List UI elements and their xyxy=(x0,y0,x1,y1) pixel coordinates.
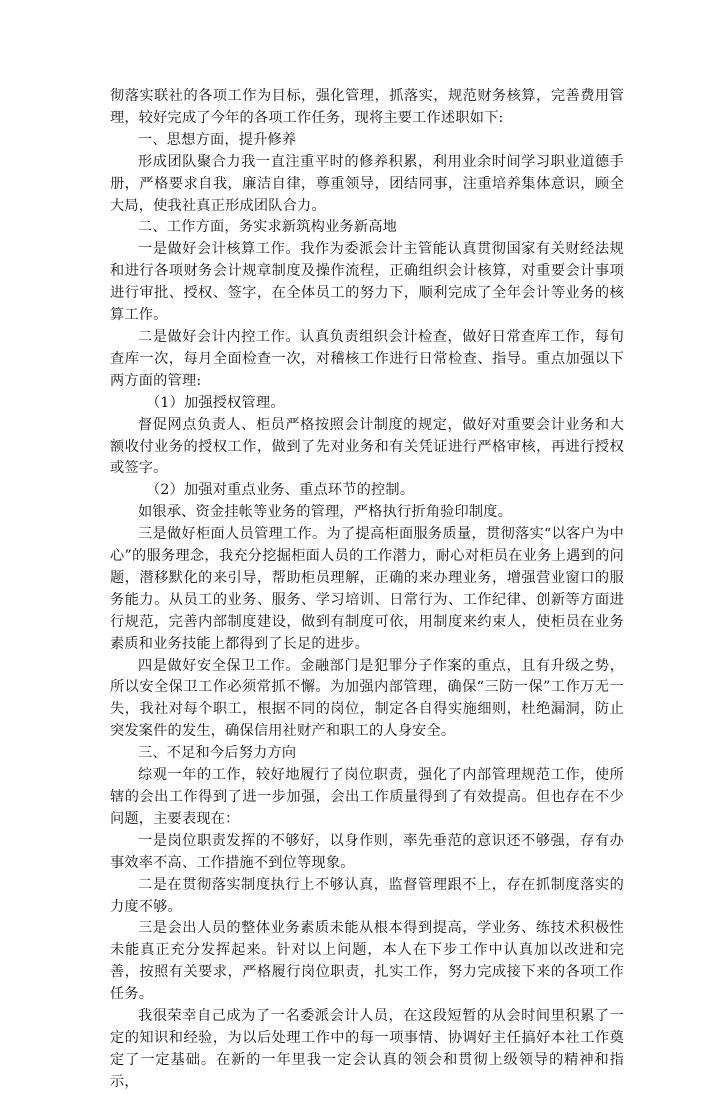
paragraph-3: 二是做好会计内控工作。认真负责组织会计检查，做好日常查库工作，每旬查库一次，每月全面检查一次，对稽核工作进行日常检查、指导。重点加强以下两方面的管理: xyxy=(110,328,624,389)
paragraph-10: 二是在贯彻落实制度执行上不够认真，监督管理跟不上，存在抓制度落实的力度不够。 xyxy=(110,876,624,915)
paragraph-4: 督促网点负责人、柜员严格按照会计制度的规定，做好对重要会计业务和大额收付业务的授权工作，做到了先对业务和有关凭证进行严格审核，再进行授权或签字。 xyxy=(110,416,624,477)
paragraph-11: 三是会出人员的整体业务素质未能从根本得到提高，学业务、练技术积极性未能真正充分发挥起来。针对以上问题，本人在下步工作中认真加以改进和完善，按照有关要求，严格履行岗位职责，扎实工作，努力完成接下来的各项工作任务。 xyxy=(110,920,624,1003)
paragraph-9: 一是岗位职责发挥的不够好，以身作则，率先垂范的意识还不够强，存有办事效率不高、工作措施不到位等现象。 xyxy=(110,832,624,871)
paragraph-intro: 彻落实联社的各项工作为目标，强化管理，抓落实，规范财务核算，完善费用管理，较好完成了今年的各项工作任务，现将主要工作述职如下: xyxy=(110,88,624,126)
document-body xyxy=(110,86,624,1094)
section-heading-2: 二、工作方面，务实求新筑构业务新高地 xyxy=(138,219,397,236)
section-heading-3: 三、不足和今后努力方向 xyxy=(138,745,297,762)
section-heading-1: 一、思想方面，提升修养 xyxy=(138,131,297,148)
paragraph-2: 一是做好会计核算工作。我作为委派会计主管能认真贯彻国家有关财经法规和进行各项财务会计规章制度及操作流程，正确组织会计核算，对重要会计事项进行审批、授权、签字，在全体员工的努力下，顺利完成了全年会计等业务的核算工作。 xyxy=(110,241,624,324)
paragraph-7: 四是做好安全保卫工作。金融部门是犯罪分子作案的重点，且有升级之势，所以安全保卫工作必须常抓不懈。为加强内部管理，确保“三防一保”工作万无一失，我社对每个职工，根据不同的岗位，制定各自得实施细则，杜绝漏洞，防止突发案件的发生，确保信用社财产和职工的人身安全。 xyxy=(110,657,624,740)
paragraph-6: 三是做好柜面人员管理工作。为了提高柜面服务质量，贯彻落实“以客户为中心”的服务理念，我充分挖掘柜面人员的工作潜力，耐心对柜员在业务上遇到的问题，潜移默化的来引导，帮助柜员理解，正确的来办理业务，增强营业窗口的服务能力。从员工的业务、服务、学习培训、日常行为、工作纪律、创新等方面进行规范，完善内部制度建设，做到有制度可依，用制度来约束人，使柜员在业务素质和业务技能上都得到了长足的进步。 xyxy=(110,526,624,652)
sub-heading-1: （1）加强授权管理。 xyxy=(146,394,285,411)
sub-heading-2: （2）加强对重点业务、重点环节的控制。 xyxy=(146,482,415,499)
paragraph-12: 我很荣幸自己成为了一名委派会计人员，在这段短暂的从会时间里积累了一定的知识和经验，为以后处理工作中的每一项事情、协调好主任搞好本社工作奠定了一定基础。在新的一年里我一定会认真的领会和贯彻上级领导的精神和指示， xyxy=(110,1008,624,1090)
paragraph-5: 如银承、资金挂帐等业务的管理，严格执行折角验印制度。 xyxy=(138,504,513,521)
paragraph-8: 综观一年的工作，较好地履行了岗位职责，强化了内部管理规范工作，使所辖的会出工作得到了进一步加强，会出工作质量得到了有效提高。但也存在不少问题，主要表现在： xyxy=(110,767,624,827)
paragraph-1: 形成团队聚合力我一直注重平时的修养积累，利用业余时间学习职业道德手册，严格要求自我，廉洁自律，尊重领导，团结同事，注重培养集体意识，顾全大局，使我社真正形成团队合力。 xyxy=(110,153,624,214)
